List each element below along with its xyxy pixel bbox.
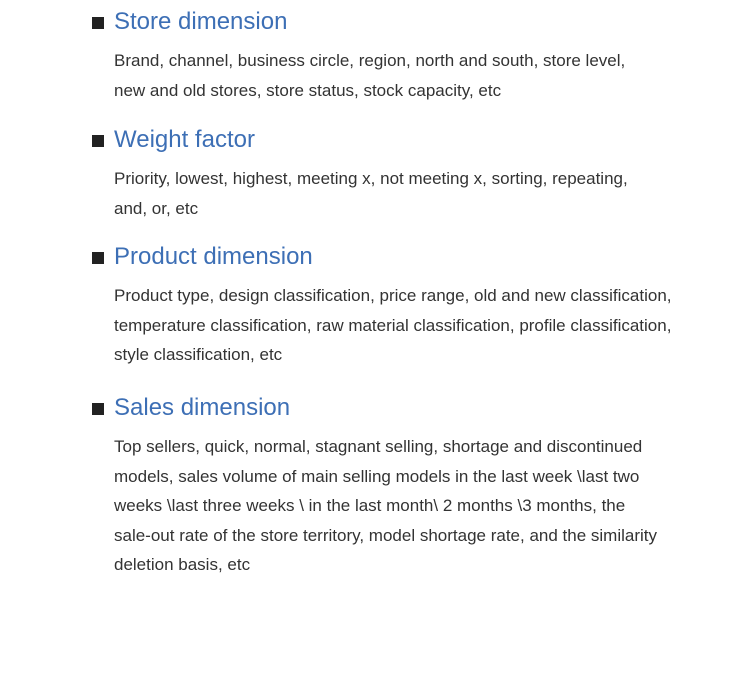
description-line: style classification, etc [114,345,283,364]
description-line: and, or, etc [114,198,199,218]
section-title: Sales dimension [114,394,291,421]
description-line: weeks \last three weeks \ in the last month\ 2 months \3 months, the [114,496,626,515]
square-bullet-icon [92,17,104,29]
description-line: Priority, lowest, highest, meeting x, not meeting x, sorting, repeating, [114,169,628,188]
square-bullet-icon [92,135,104,147]
section-title: Weight factor [114,126,255,153]
section-description [114,281,672,370]
square-bullet-icon [92,403,104,415]
description-line: Brand, channel, business circle, region, north and south, store level, [114,51,626,70]
description-line: Product type, design classification, price range, old and new classification, [114,286,672,305]
description-line: new and old stores, store status, stock capacity, etc [114,80,502,100]
section-title: Product dimension [114,243,313,270]
square-bullet-icon [92,252,104,264]
section-description [114,46,625,105]
description-line: Top sellers, quick, normal, stagnant selling, shortage and discontinued [114,437,643,456]
section-title: Store dimension [114,8,288,35]
description-line: temperature classification, raw material classification, profile classification, [114,315,672,335]
description-line: models, sales volume of main selling models in the last week \last two [114,466,640,486]
description-line: sale-out rate of the store territory, model shortage rate, and the similarity [114,525,657,545]
section-description [114,432,657,580]
section-description [114,164,628,223]
description-line: deletion basis, etc [114,555,251,574]
